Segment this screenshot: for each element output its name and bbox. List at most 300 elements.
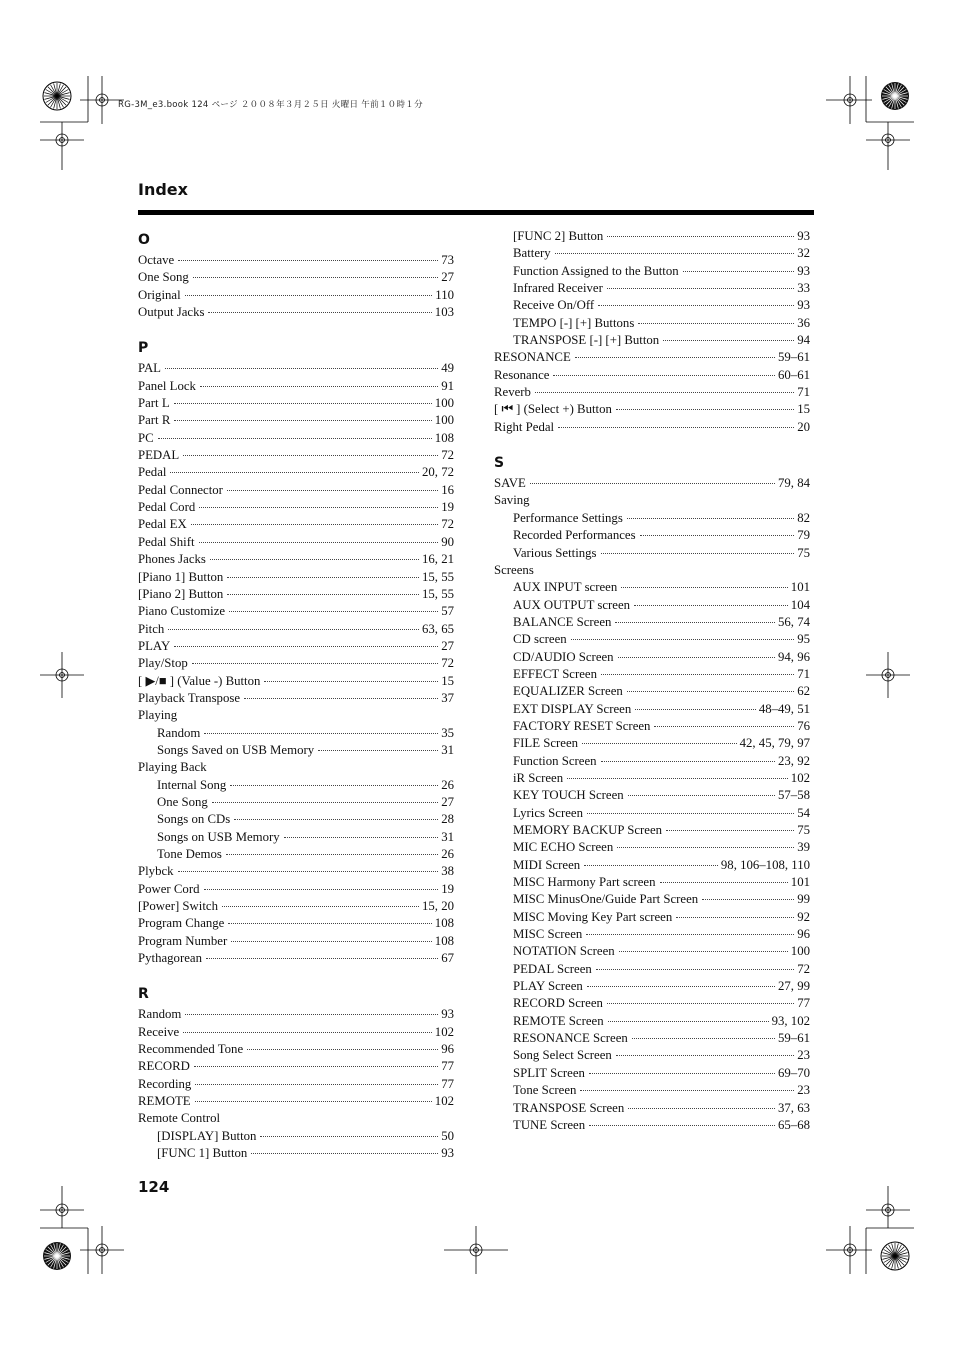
index-term: AUX OUTPUT screen (513, 597, 631, 612)
index-page-numbers: 73 (441, 253, 454, 267)
starburst-target-top-left (43, 82, 71, 110)
dot-leader (210, 559, 419, 560)
index-term: Pedal Connector (138, 482, 223, 497)
index-entry (494, 263, 810, 280)
index-term: [Piano 1] Button (138, 569, 224, 584)
index-page-numbers: 82 (797, 510, 810, 525)
index-term: Screens (494, 562, 534, 577)
index-entry (494, 805, 810, 822)
dot-leader (616, 409, 794, 410)
index-page-numbers: 91 (441, 378, 454, 393)
index-page-numbers: 57 (441, 604, 454, 619)
index-page-numbers: 72 (797, 961, 810, 976)
dot-leader (185, 1014, 438, 1015)
dot-leader (200, 386, 438, 387)
index-entry (494, 839, 810, 856)
index-term: Program Change (138, 916, 225, 931)
index-entry (494, 614, 810, 631)
dot-leader (589, 1073, 775, 1074)
index-entry (138, 1058, 454, 1075)
index-entry (138, 360, 454, 377)
dot-leader (174, 420, 431, 421)
dot-leader (575, 357, 775, 358)
index-group-heading (494, 492, 810, 509)
index-entry (138, 950, 454, 967)
index-page-numbers: 99 (797, 892, 810, 907)
index-entry (494, 1030, 810, 1047)
index-entry (138, 933, 454, 950)
dot-leader (178, 871, 439, 872)
index-entry (138, 551, 454, 568)
index-entry (138, 690, 454, 707)
index-entry (494, 683, 810, 700)
index-entry (494, 401, 810, 418)
index-term: MISC Moving Key Part screen (513, 909, 673, 924)
dot-leader (174, 403, 432, 404)
index-term: Pitch (138, 621, 165, 636)
dot-leader (582, 743, 737, 744)
index-entry (138, 534, 454, 551)
index-term: Resonance (494, 367, 550, 382)
index-page-numbers: 75 (797, 545, 810, 560)
index-page-numbers: 16, 21 (422, 552, 454, 567)
index-term: Power Cord (138, 881, 200, 896)
dot-leader (185, 295, 433, 296)
index-entry (138, 638, 454, 655)
index-term: RECORD (138, 1059, 190, 1074)
dot-leader (192, 663, 438, 664)
index-term: MISC Screen (513, 927, 583, 942)
dot-leader (586, 934, 794, 935)
index-page-numbers: 16 (441, 482, 454, 497)
dot-leader (601, 761, 775, 762)
dot-leader (530, 483, 775, 484)
index-term: RECORD Screen (513, 996, 603, 1011)
index-page-numbers: 98, 106–108, 110 (720, 857, 810, 872)
index-term: Function Assigned to the Button (513, 263, 679, 278)
index-page-numbers: 27, 99 (778, 979, 810, 994)
dot-leader (587, 986, 775, 987)
index-entry (494, 874, 810, 891)
dot-leader (553, 375, 775, 376)
index-page-numbers: 15 (441, 673, 454, 688)
index-term: Performance Settings (513, 510, 623, 525)
dot-leader (584, 865, 718, 866)
index-term: Lyrics Screen (513, 805, 584, 820)
index-page-numbers: 77 (797, 996, 810, 1011)
index-term: SAVE (494, 476, 526, 491)
index-page-numbers: 48–49, 51 (758, 701, 810, 716)
index-entry (494, 579, 810, 596)
index-page-numbers: 31 (441, 742, 454, 757)
dot-leader (601, 674, 794, 675)
index-term: Songs Saved on USB Memory (157, 742, 315, 757)
index-page-numbers: 37, 63 (778, 1100, 810, 1115)
index-page-numbers: 93 (441, 1007, 454, 1022)
index-page-numbers: 100 (434, 396, 454, 411)
dot-leader (666, 830, 794, 831)
index-term: PEDAL (138, 448, 180, 463)
index-page-numbers: 108 (434, 933, 454, 948)
index-entry (494, 280, 810, 297)
index-page-numbers: 42, 45, 79, 97 (739, 736, 810, 751)
dot-leader (229, 611, 438, 612)
index-entry (138, 673, 454, 690)
page-number: 124 (138, 1178, 170, 1196)
index-entry (494, 475, 810, 492)
index-term: iR Screen (513, 770, 564, 785)
index-page-numbers: 108 (434, 916, 454, 931)
index-term: Playing (138, 708, 178, 723)
index-page-numbers: 102 (434, 1094, 454, 1109)
dot-leader (212, 802, 438, 803)
dot-leader (558, 427, 794, 428)
index-entry (494, 510, 810, 527)
index-page-numbers: 59–61 (778, 1031, 810, 1046)
index-entry (138, 499, 454, 516)
dot-leader (634, 605, 788, 606)
index-entry (494, 735, 810, 752)
index-term: One Song (138, 270, 189, 285)
dot-leader (284, 837, 439, 838)
index-page-numbers: 19 (441, 881, 454, 896)
index-term: Panel Lock (138, 378, 196, 393)
dot-leader (587, 813, 794, 814)
dot-leader (567, 778, 788, 779)
index-page-numbers: 15, 55 (422, 586, 454, 601)
dot-leader (234, 819, 438, 820)
index-page-numbers: 71 (797, 385, 810, 400)
dot-leader (165, 368, 438, 369)
index-term: [ ⏮ ] (Select +) Button (494, 402, 612, 417)
index-term: [ ▶/■ ] (Value -) Button (138, 673, 261, 688)
index-term: Tone Demos (157, 847, 222, 861)
index-page-numbers: 90 (441, 534, 454, 549)
index-entry (138, 395, 454, 412)
dot-leader (193, 277, 438, 278)
index-term: Recording (138, 1076, 192, 1091)
index-term: TUNE Screen (513, 1117, 586, 1132)
index-term: Original (138, 287, 181, 302)
index-page-numbers: 26 (441, 847, 454, 861)
dot-leader (683, 271, 795, 272)
index-term: MISC MinusOne/Guide Part Screen (513, 892, 699, 907)
dot-leader (191, 524, 439, 525)
index-page-numbers: 100 (434, 413, 454, 428)
index-term: Pythagorean (138, 951, 202, 966)
index-page-numbers: 93 (797, 298, 810, 313)
index-term: Remote Control (138, 1111, 221, 1126)
index-entry (138, 811, 454, 828)
index-page-numbers: 102 (790, 770, 810, 785)
index-entry (138, 430, 454, 447)
dot-leader (598, 305, 794, 306)
dot-leader (199, 542, 439, 543)
dot-leader (621, 587, 788, 588)
dot-leader (596, 969, 794, 970)
index-term: [FUNC 2] Button (513, 229, 604, 243)
dot-leader (617, 847, 794, 848)
dot-leader (654, 726, 794, 727)
dot-leader (571, 639, 795, 640)
index-entry (494, 770, 810, 787)
dot-leader (663, 340, 794, 341)
index-term: NOTATION Screen (513, 944, 615, 959)
index-page-numbers: 27 (441, 794, 454, 809)
index-entry (494, 718, 810, 735)
index-entry (494, 384, 810, 401)
index-entry (138, 569, 454, 586)
index-page-numbers: 15 (797, 402, 810, 417)
index-term: Part R (138, 413, 171, 428)
index-page-numbers: 76 (797, 718, 810, 733)
index-column-right (494, 228, 810, 1134)
index-entry (138, 621, 454, 638)
index-page-numbers: 67 (441, 951, 454, 966)
index-term: Random (157, 725, 201, 740)
index-entry (494, 349, 810, 366)
section-gap (494, 436, 810, 451)
starburst-target-bottom-right (881, 1242, 909, 1270)
index-group-heading (138, 1110, 454, 1127)
index-entry (494, 787, 810, 804)
index-term: Various Settings (513, 545, 597, 560)
dot-leader (178, 260, 438, 261)
index-entry (494, 631, 810, 648)
index-entry (494, 1047, 810, 1064)
index-page-numbers: 63, 65 (422, 621, 454, 636)
index-entry (138, 378, 454, 395)
index-entry (138, 252, 454, 269)
dot-leader (607, 236, 794, 237)
index-page-numbers: 33 (797, 281, 810, 296)
index-entry (494, 1100, 810, 1117)
index-entry (138, 742, 454, 759)
index-term: One Song (157, 794, 208, 809)
index-term: Right Pedal (494, 419, 555, 434)
dot-leader (231, 941, 432, 942)
index-entry (138, 1006, 454, 1023)
dot-leader (535, 392, 794, 393)
index-term: MIDI Screen (513, 857, 581, 872)
index-term: TRANSPOSE Screen (513, 1100, 625, 1115)
index-entry (138, 725, 454, 742)
section-letter: O (138, 232, 150, 248)
index-entry (494, 419, 810, 436)
dot-leader (608, 1021, 769, 1022)
index-term: TEMPO [-] [+] Buttons (513, 315, 635, 330)
index-entry (494, 701, 810, 718)
index-page-numbers: 92 (797, 909, 810, 924)
index-term: MEMORY BACKUP Screen (513, 823, 663, 837)
dot-leader (615, 622, 775, 623)
index-term: EFFECT Screen (513, 666, 598, 681)
index-entry (138, 586, 454, 603)
dot-leader (628, 1108, 775, 1109)
dot-leader (222, 906, 419, 907)
dot-leader (226, 854, 438, 855)
index-entry (494, 1117, 810, 1134)
index-entry (494, 943, 810, 960)
title-rule (138, 210, 814, 215)
index-entry (138, 1093, 454, 1110)
index-term: Playing Back (138, 760, 207, 775)
dot-leader (601, 553, 795, 554)
index-entry (494, 545, 810, 562)
dot-leader (195, 1101, 432, 1102)
index-entry (138, 846, 454, 863)
index-group-heading (138, 707, 454, 724)
index-page-numbers: 79, 84 (778, 476, 810, 491)
index-term: Piano Customize (138, 604, 226, 619)
dot-leader (158, 438, 432, 439)
index-entry (494, 1082, 810, 1099)
section-letter: P (138, 340, 149, 357)
index-entry (494, 753, 810, 770)
index-entry (494, 649, 810, 666)
index-page-numbers: 26 (441, 777, 454, 792)
index-entry (138, 777, 454, 794)
page-title: Index (138, 180, 188, 199)
dot-leader (204, 889, 439, 890)
index-page-numbers: 94 (797, 333, 810, 348)
index-entry (494, 597, 810, 614)
section-gap (138, 321, 454, 336)
index-page-numbers: 37 (441, 690, 454, 705)
index-entry (138, 603, 454, 620)
dot-leader (227, 490, 438, 491)
index-term: Part L (138, 396, 170, 411)
index-page-numbers: 36 (797, 315, 810, 330)
index-page-numbers: 65–68 (778, 1117, 810, 1132)
index-term: KEY TOUCH Screen (513, 788, 624, 803)
dot-leader (589, 1125, 775, 1126)
dot-leader (632, 1038, 775, 1039)
dot-leader (660, 882, 788, 883)
index-term: Playback Transpose (138, 690, 241, 705)
dot-leader (251, 1153, 438, 1154)
index-term: Random (138, 1007, 182, 1022)
index-entry (494, 297, 810, 314)
index-entry (138, 1041, 454, 1058)
dot-leader (638, 323, 794, 324)
index-term: Receive (138, 1024, 180, 1039)
index-term: Infrared Receiver (513, 281, 603, 296)
index-page-numbers: 15, 20 (422, 899, 454, 914)
dot-leader (640, 535, 795, 536)
index-term: Receive On/Off (513, 298, 595, 313)
index-page-numbers: 39 (797, 840, 810, 855)
index-term: Octave (138, 253, 175, 267)
index-term: BALANCE Screen (513, 614, 612, 629)
index-entry (494, 822, 810, 839)
dot-leader (618, 657, 775, 658)
index-term: Program Number (138, 933, 228, 948)
index-term: [DISPLAY] Button (157, 1128, 257, 1143)
dot-leader (676, 917, 794, 918)
dot-leader (264, 681, 438, 682)
dot-leader (260, 1136, 438, 1137)
index-page-numbers: 93 (797, 229, 810, 243)
index-page-numbers: 20 (797, 419, 810, 434)
index-term: Reverb (494, 385, 531, 400)
index-page-numbers: 72 (441, 656, 454, 671)
index-page-numbers: 93 (797, 263, 810, 278)
dot-leader (183, 455, 438, 456)
index-page-numbers: 23 (797, 1048, 810, 1063)
index-page-numbers: 94, 96 (778, 649, 810, 664)
index-page-numbers: 59–61 (778, 350, 810, 365)
index-entry (138, 898, 454, 915)
index-term: Pedal EX (138, 517, 187, 532)
dot-leader (183, 1032, 432, 1033)
index-term: Pedal Cord (138, 500, 196, 515)
index-term: AUX INPUT screen (513, 580, 618, 595)
index-entry (494, 228, 810, 245)
index-entry (138, 516, 454, 533)
index-term: CD screen (513, 632, 567, 647)
index-term: MISC Harmony Part screen (513, 875, 656, 890)
starburst-target-bottom-left (43, 1242, 71, 1270)
index-page-numbers: 93 (441, 1146, 454, 1161)
index-page-numbers: 77 (441, 1076, 454, 1091)
index-term: REMOTE Screen (513, 1013, 604, 1028)
index-page-numbers: 93, 102 (771, 1013, 810, 1028)
index-entry (494, 527, 810, 544)
index-term: Recorded Performances (513, 528, 636, 543)
index-term: PLAY Screen (513, 979, 583, 994)
index-page-numbers: 57–58 (778, 788, 810, 803)
index-entry (138, 829, 454, 846)
index-entry (138, 482, 454, 499)
index-page-numbers: 62 (797, 684, 810, 699)
index-term: TRANSPOSE [-] [+] Button (513, 333, 660, 348)
index-entry (138, 915, 454, 932)
index-page-numbers: 27 (441, 638, 454, 653)
dot-leader (607, 288, 794, 289)
index-term: RESONANCE (494, 350, 571, 365)
section-letter: S (494, 455, 505, 472)
index-entry (138, 1076, 454, 1093)
index-page-numbers: 72 (441, 448, 454, 463)
index-page-numbers: 49 (441, 361, 454, 376)
starburst-target-top-right (881, 82, 909, 110)
index-page-numbers: 102 (434, 1024, 454, 1039)
index-term: PAL (138, 361, 162, 376)
dot-leader (195, 1084, 438, 1085)
index-entry (494, 926, 810, 943)
dot-leader (170, 472, 419, 473)
index-page-numbers: 75 (797, 823, 810, 837)
index-term: FACTORY RESET Screen (513, 718, 651, 733)
dot-leader (228, 923, 431, 924)
index-entry (494, 332, 810, 349)
index-term: FILE Screen (513, 736, 579, 751)
index-entry (494, 1065, 810, 1082)
index-entry (138, 1024, 454, 1041)
index-entry (138, 464, 454, 481)
index-term: Battery (513, 246, 551, 261)
index-term: Function Screen (513, 753, 597, 768)
dot-leader (174, 646, 438, 647)
index-page-numbers: 23 (797, 1083, 810, 1098)
dot-leader (580, 1090, 794, 1091)
dot-leader (627, 518, 794, 519)
index-term: RESONANCE Screen (513, 1031, 628, 1046)
index-term: Saving (494, 493, 530, 508)
dot-leader (227, 594, 419, 595)
index-entry (138, 304, 454, 321)
